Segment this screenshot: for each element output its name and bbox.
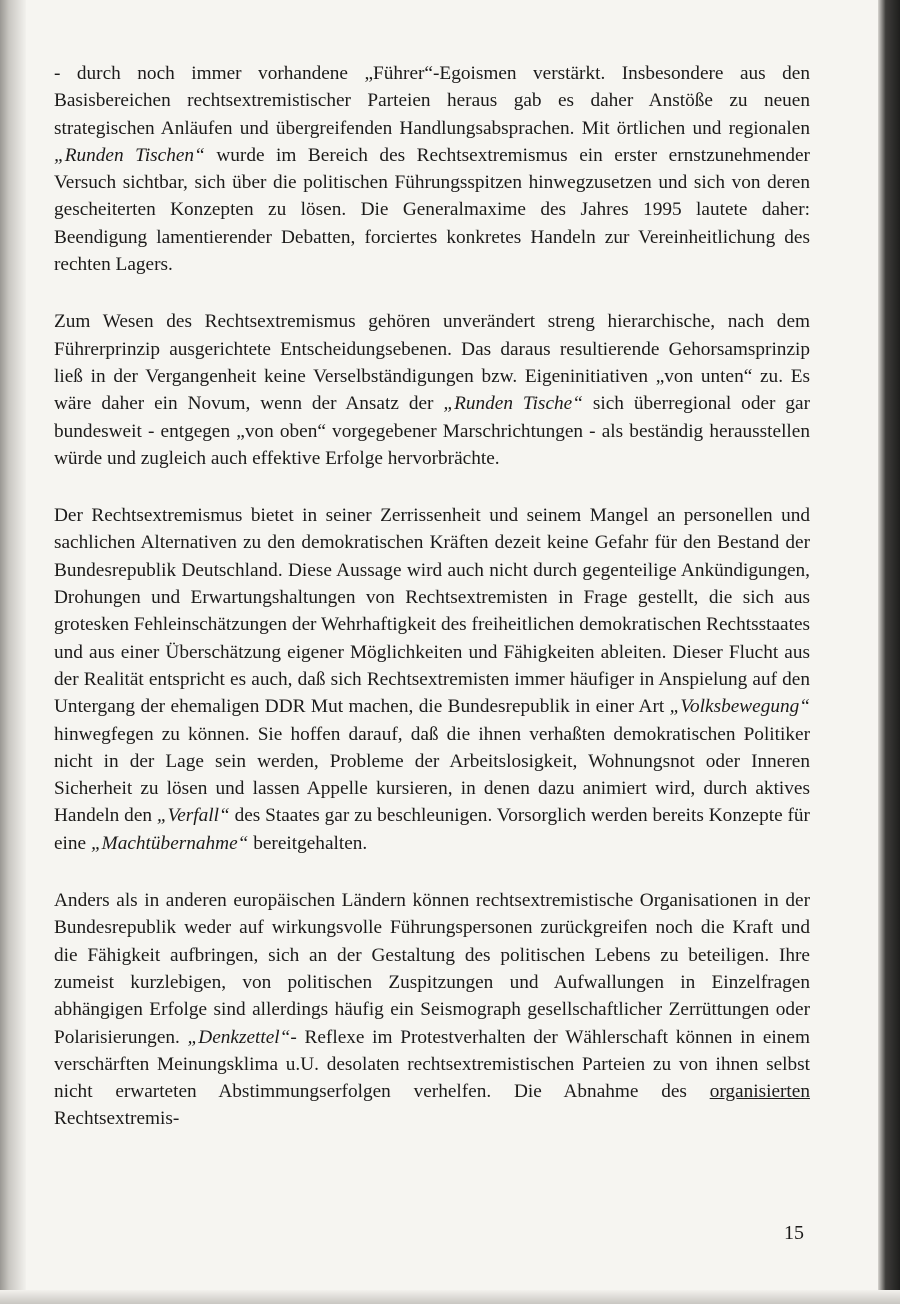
paragraph: [54, 308, 810, 472]
paragraph: [54, 502, 810, 857]
text-run: sich überregional oder gar bundesweit - entgegen „von oben“ vorgegebener Marschrichtungen - als beständig herausstellen würde und zugleich auch effektive Erfolge hervorbrächte.: [54, 393, 810, 469]
paragraph: [54, 60, 810, 278]
underlined-term: organisierten: [709, 1081, 810, 1103]
italic-term: „Runden Tischen“: [54, 144, 205, 166]
page-edge-right: [878, 0, 900, 1304]
italic-term: „Runden Tische“: [443, 393, 583, 415]
text-run: wurde im Bereich des Rechtsextremismus ein erster ernstzunehmender Versuch sichtbar, sich über die politischen Führungsspitzen hinwegzusetzen und sich von deren gescheiterten Konzepten zu lösen. Die Generalmaxime des Jahres 1995 lautete daher: Beendigung lamentierender Debatten, forciertes konkretes Handeln zur Vereinheitlichung des rechten Lagers.: [54, 144, 810, 276]
text-run: Der Rechtsextremismus bietet in seiner Zerrissenheit und seinem Mangel an personellen und sachlichen Alternativen zu den demokratischen Kräften dezeit keine Gefahr für den Bestand der Bundesrepublik Deutschland. Diese Aussage wird auch nicht durch gegenteilige Ankündigungen, Drohungen und Erwartungshaltungen von Rechtsextremisten in Frage gestellt, die sich aus grotesken Fehleinschätzungen der Wehrhaftigkeit des freiheitlichen demokratischen Rechtsstaates und aus einer Überschätzung eigener Möglichkeiten und Fähigkeiten ableiten. Dieser Flucht aus der Realität entspricht es auch, daß sich Rechtsextremisten immer häufiger in Anspielung auf den Untergang der ehemaligen DDR Mut machen, die Bundesrepublik in einer Art: [54, 505, 810, 718]
paragraph: [54, 887, 810, 1133]
italic-term: „Denkzettel“: [187, 1026, 291, 1048]
text-run: des Staates gar zu beschleunigen. Vorsorglich werden bereits Konzepte für eine: [54, 805, 810, 854]
text-run: bereitgehalten.: [248, 832, 368, 854]
text-run: Zum Wesen des Rechtsextremismus gehören unverändert streng hierarchische, nach dem Führerprinzip ausgerichtete Entscheidungsebenen. Das daraus resultierende Gehorsamsprinzip ließ in der Vergangenheit keine Verselbständigungen bzw. Eigeninitiativen „von unten“ zu. Es wäre daher ein Novum, wenn der Ansatz der: [54, 311, 810, 415]
page-number: 15: [784, 1222, 804, 1244]
italic-term: „Machtübernahme“: [90, 832, 249, 854]
text-run: - Reflexe im Protestverhalten der Wählerschaft können in einem verschärften Meinungsklima u.U. desolaten rechtsextremistischen Parteien zu von ihnen selbst nicht erwarteten Abstimmungserfolgen verhelfen. Die Abnahme des: [54, 1026, 810, 1103]
text-run: Anders als in anderen europäischen Ländern können rechtsextremistische Organisationen in der Bundesrepublik weder auf wirkungsvolle Führungspersonen zurückgreifen noch die Kraft und die Fähigkeit aufbringen, sich an der Gestaltung des politischen Lebens zu beteiligen. Ihre zumeist kurzlebigen, von politischen Zuspitzungen und Aufwallungen in Einzelfragen abhängigen Erfolge sind allerdings häufig ein Seismograph gesellschaftlicher Zerrüttungen oder Polarisierungen.: [54, 890, 810, 1048]
italic-term: „Volksbewegung“: [669, 696, 810, 718]
text-run: hinwegfegen zu können. Sie hoffen darauf, daß die ihnen verhaßten demokratischen Politiker nicht in der Lage sein werden, Probleme der Arbeitslosigkeit, Wohnungsnot oder Inneren Sicherheit zu lösen und lassen Appelle kursieren, in denen dazu animiert wird, durch aktives Handeln den: [54, 723, 810, 827]
page-edge-bottom: [0, 1290, 900, 1304]
binding-shadow: [0, 0, 26, 1304]
text-run: Rechtsextremis-: [54, 1108, 180, 1130]
text-run: - durch noch immer vorhandene „Führer“-Egoismen verstärkt. Insbesondere aus den Basisbereichen rechtsextremistischer Parteien heraus gab es daher Anstöße zu neuen strategischen Anläufen und übergreifenden Handlungsabsprachen. Mit örtlichen und regionalen: [54, 63, 810, 139]
body-text: [54, 60, 810, 1133]
italic-term: „Verfall“: [156, 805, 230, 827]
